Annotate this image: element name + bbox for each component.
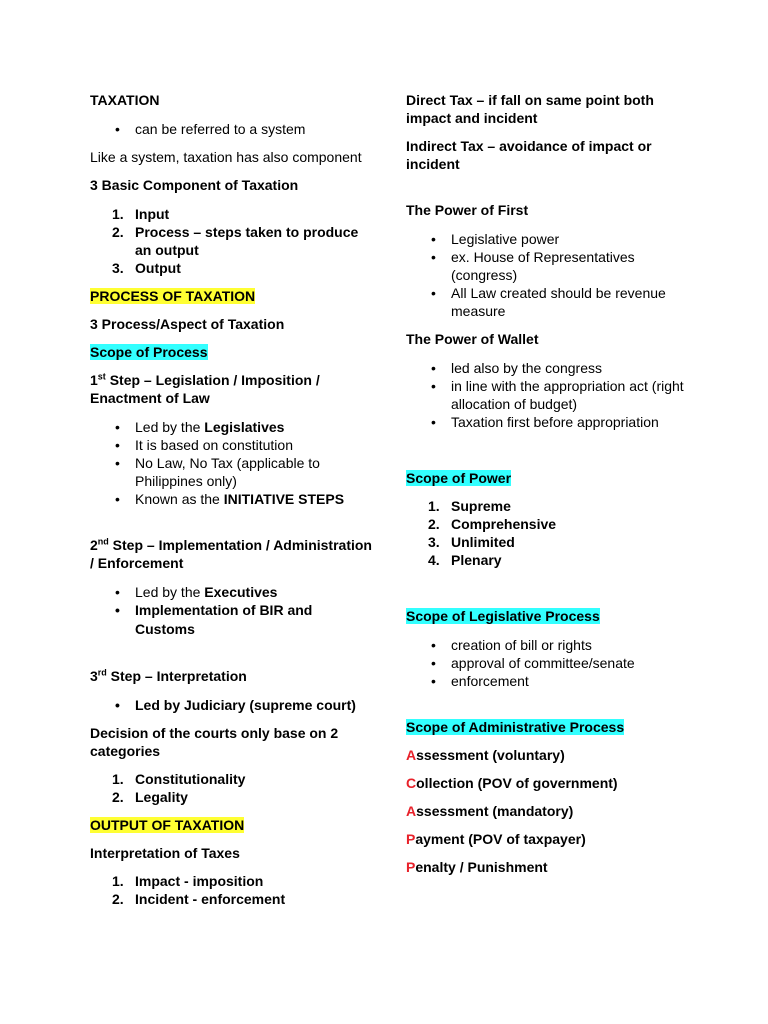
list-item: • Taxation first before appropriation xyxy=(406,413,696,431)
list-item: • approval of committee/senate xyxy=(406,654,696,672)
scope-admin-heading: Scope of Administrative Process xyxy=(406,719,625,735)
legislative-list xyxy=(406,636,696,690)
admin-item: Assessment (mandatory) xyxy=(406,803,574,819)
step3-list xyxy=(90,696,375,714)
list-item: 2. Incident - enforcement xyxy=(112,891,286,907)
list-item: • enforcement xyxy=(406,672,696,690)
list-item: • can be referred to a system xyxy=(90,120,375,138)
interpretation-list xyxy=(90,872,375,908)
step2-heading: 2nd Step – Implementation / Administration / Enforcement xyxy=(90,536,372,571)
basic-component-list xyxy=(90,205,375,277)
system-list xyxy=(90,120,375,138)
scope-process-heading: Scope of Process xyxy=(90,344,208,360)
step1-list xyxy=(90,418,375,508)
direct-tax: Direct Tax – if fall on same point both impact and incident xyxy=(406,92,654,126)
process-heading: PROCESS OF TAXATION xyxy=(90,288,256,304)
basic-component-heading: 3 Basic Component of Taxation xyxy=(90,177,299,193)
indirect-tax: Indirect Tax – avoidance of impact or incident xyxy=(406,138,652,172)
scope-legislative-heading: Scope of Legislative Process xyxy=(406,608,600,624)
list-item: • Led by the Executives xyxy=(90,583,375,601)
list-item: • It is based on constitution xyxy=(90,436,375,454)
list-item: 1. Supreme xyxy=(428,498,511,514)
left-column xyxy=(90,91,375,908)
interpretation-heading: Interpretation of Taxes xyxy=(90,845,240,861)
admin-process-list xyxy=(406,746,696,876)
system-line: Like a system, taxation has also component xyxy=(90,149,362,165)
list-item: 3. Unlimited xyxy=(428,534,515,550)
list-item: 1. Input xyxy=(112,206,170,222)
step3-heading: 3rd Step – Interpretation xyxy=(90,667,247,684)
list-item: 2. Process – steps taken to produce an output xyxy=(112,224,359,258)
output-heading: OUTPUT OF TAXATION xyxy=(90,817,245,833)
power-first-heading: The Power of First xyxy=(406,202,529,218)
admin-item: Penalty / Punishment xyxy=(406,859,548,875)
step1-heading: 1st Step – Legislation / Imposition / Enactment of Law xyxy=(90,371,320,406)
list-item: 1. Impact - imposition xyxy=(112,873,264,889)
list-item: 2. Comprehensive xyxy=(428,516,557,532)
list-item: 2. Legality xyxy=(112,789,188,805)
list-item: • led also by the congress xyxy=(406,359,696,377)
power-wallet-list xyxy=(406,359,696,431)
admin-item: Collection (POV of government) xyxy=(406,775,618,791)
list-item: • Legislative power xyxy=(406,230,696,248)
power-first-list xyxy=(406,230,696,320)
page-title: TAXATION xyxy=(90,92,160,108)
list-item: • Known as the INITIATIVE STEPS xyxy=(90,490,375,508)
list-item: • No Law, No Tax (applicable to Philippines only) xyxy=(90,454,375,490)
scope-power-heading: Scope of Power xyxy=(406,470,512,486)
right-column xyxy=(406,91,696,876)
list-item: 3. Output xyxy=(112,260,181,276)
list-item: 1. Constitutionality xyxy=(112,771,246,787)
decision-heading: Decision of the courts only base on 2 categories xyxy=(90,725,339,759)
list-item: • All Law created should be revenue measure xyxy=(406,284,696,320)
list-item: • in line with the appropriation act (right allocation of budget) xyxy=(406,377,696,413)
list-item: • Led by the Legislatives xyxy=(90,418,375,436)
admin-item: Assessment (voluntary) xyxy=(406,747,565,763)
aspect-heading: 3 Process/Aspect of Taxation xyxy=(90,316,285,332)
list-item: 4. Plenary xyxy=(428,552,502,568)
list-item: • Implementation of BIR and Customs xyxy=(90,601,375,639)
power-scope-list xyxy=(406,497,696,569)
step2-list xyxy=(90,583,375,639)
power-wallet-heading: The Power of Wallet xyxy=(406,331,539,347)
admin-item: Payment (POV of taxpayer) xyxy=(406,831,586,847)
list-item: • ex. House of Representatives (congress) xyxy=(406,248,696,284)
list-item: • Led by Judiciary (supreme court) xyxy=(90,696,375,714)
decision-list xyxy=(90,770,375,806)
list-item: • creation of bill or rights xyxy=(406,636,696,654)
